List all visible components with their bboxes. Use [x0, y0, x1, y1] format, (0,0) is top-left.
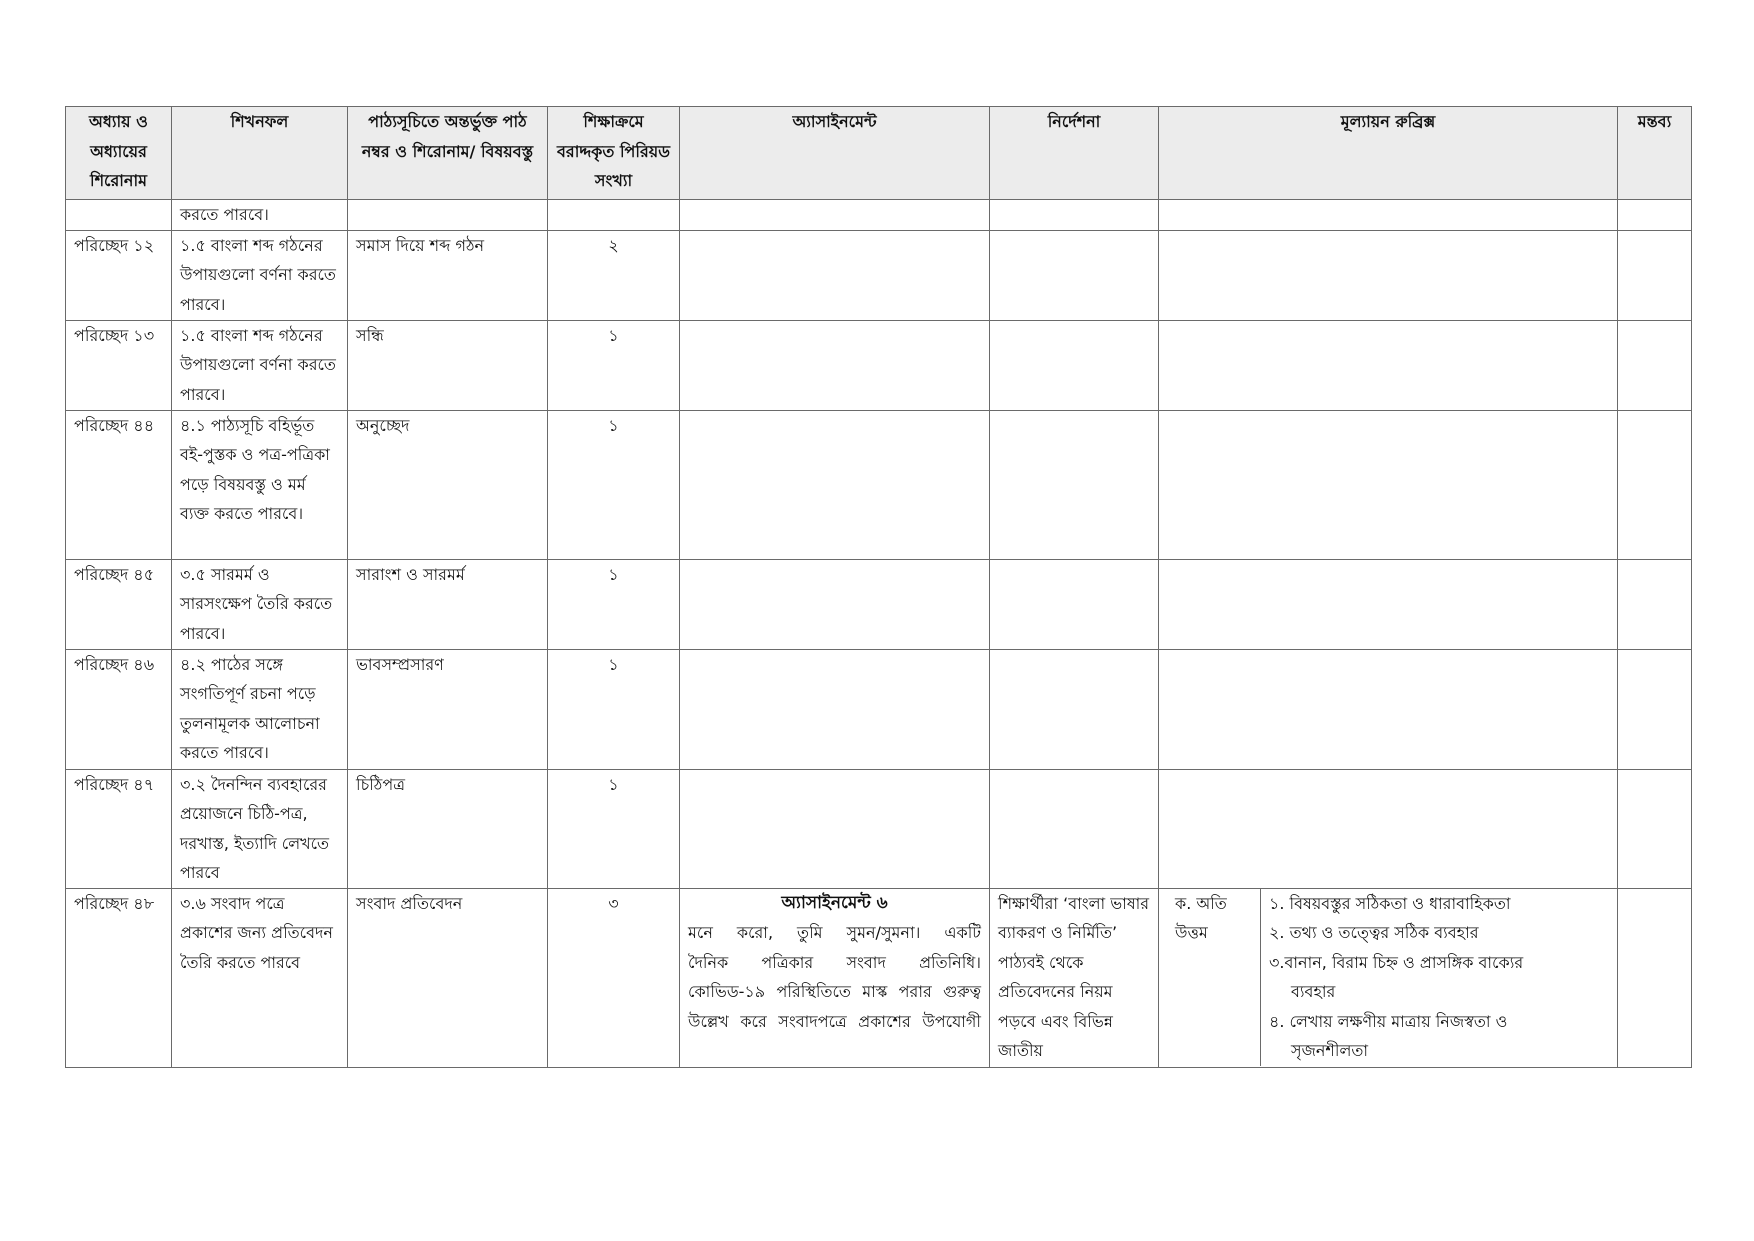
chapter-cell: পরিচ্ছেদ ১৩	[66, 320, 172, 410]
assignment-text-line: দৈনিক পত্রিকার সংবাদ প্রতিনিধি।	[688, 952, 981, 972]
header-assignment: অ্যাসাইনমেন্ট	[680, 107, 990, 200]
assignment-text-line: উল্লেখ করে সংবাদপত্রে প্রকাশের উপযোগী	[688, 1011, 981, 1031]
rubric-criterion: ৩.বানান, বিরাম চিহ্ন ও প্রাসঙ্গিক বাক্যের	[1269, 952, 1524, 972]
rubric-cell	[1159, 888, 1618, 1067]
periods-cell: ২	[548, 230, 680, 320]
instructions-cell	[990, 320, 1159, 410]
remarks-cell	[1618, 888, 1692, 1067]
assignment-title: অ্যাসাইনমেন্ট ৬	[781, 892, 888, 913]
rubric-criterion: ২. তথ্য ও তত্ত্বের সঠিক ব্যবহার	[1269, 923, 1479, 942]
remarks-cell	[1618, 769, 1692, 888]
instructions-cell: শিক্ষার্থীরা ‘বাংলা ভাষার ব্যাকরণ ও নির্মিতি’ পাঠ্যবই থেকে প্রতিবেদনের নিয়ম পড়বে এবং বিভিন্ন জাতীয়	[990, 888, 1159, 1067]
outcome-cell: করতে পারবে।	[172, 200, 348, 231]
rubric-cell	[1159, 320, 1618, 410]
rubric-cell	[1159, 559, 1618, 649]
lesson-cell: চিঠিপত্র	[348, 769, 548, 888]
periods-cell: ১	[548, 649, 680, 769]
header-periods: শিক্ষাক্রমে বরাদ্দকৃত পিরিয়ড সংখ্যা	[548, 107, 680, 200]
rubric-criterion-cont: ব্যবহার	[1291, 982, 1336, 1001]
periods-cell: ১	[548, 769, 680, 888]
chapter-cell: পরিচ্ছেদ ৪৬	[66, 649, 172, 769]
chapter-cell: পরিচ্ছেদ ৪৪	[66, 410, 172, 559]
header-chapter: অধ্যায় ও অধ্যায়ের শিরোনাম	[66, 107, 172, 200]
periods-cell	[548, 200, 680, 231]
lesson-cell: সারাংশ ও সারমর্ম	[348, 559, 548, 649]
periods-cell: ১	[548, 320, 680, 410]
assignment-cell	[680, 230, 990, 320]
rubric-criterion: ১. বিষয়বস্তুর সঠিকতা ও ধারাবাহিকতা	[1269, 893, 1511, 913]
table-row	[66, 649, 1692, 769]
lesson-cell: অনুচ্ছেদ	[348, 410, 548, 559]
periods-cell: ১	[548, 410, 680, 559]
header-rubric: মূল্যায়ন রুব্রিক্স	[1159, 107, 1618, 200]
assignment-text-line: কোভিড-১৯ পরিস্থিতিতে মাস্ক পরার গুরুত্ব	[688, 982, 981, 1001]
table-row	[66, 559, 1692, 649]
lesson-cell: ভাবসম্প্রসারণ	[348, 649, 548, 769]
chapter-cell: পরিচ্ছেদ ৪৫	[66, 559, 172, 649]
instructions-cell	[990, 769, 1159, 888]
instructions-cell	[990, 410, 1159, 559]
assignment-cell	[680, 649, 990, 769]
rubric-inner-table	[1167, 889, 1609, 1066]
chapter-cell: পরিচ্ছেদ ৪৭	[66, 769, 172, 888]
table-row	[66, 888, 1692, 1067]
remarks-cell	[1618, 200, 1692, 231]
lesson-cell: সন্ধি	[348, 320, 548, 410]
outcome-cell: ৪.১ পাঠ্যসূচি বহির্ভূত বই-পুস্তক ও পত্র-পত্রিকা পড়ে বিষয়বস্তু ও মর্ম ব্যক্ত করতে পারবে।	[172, 410, 348, 559]
periods-cell: ১	[548, 559, 680, 649]
periods-cell: ৩	[548, 888, 680, 1067]
instructions-cell	[990, 200, 1159, 231]
assignment-cell	[680, 410, 990, 559]
table-row	[66, 320, 1692, 410]
lesson-cell: সংবাদ প্রতিবেদন	[348, 888, 548, 1067]
outcome-cell: ৪.২ পাঠের সঙ্গে সংগতিপূর্ণ রচনা পড়ে তুলনামূলক আলোচনা করতে পারবে।	[172, 649, 348, 769]
lesson-cell: সমাস দিয়ে শব্দ গঠন	[348, 230, 548, 320]
table-row	[66, 200, 1692, 231]
assignment-cell	[680, 320, 990, 410]
rubric-criteria	[1261, 889, 1610, 1066]
remarks-cell	[1618, 649, 1692, 769]
header-row	[66, 107, 1692, 200]
outcome-cell: ৩.৬ সংবাদ পত্রে প্রকাশের জন্য প্রতিবেদন তৈরি করতে পারবে	[172, 888, 348, 1067]
rubric-cell	[1159, 200, 1618, 231]
header-instructions: নির্দেশনা	[990, 107, 1159, 200]
remarks-cell	[1618, 410, 1692, 559]
assignment-cell	[680, 559, 990, 649]
rubric-level: ক. অতি উত্তম	[1167, 889, 1261, 1066]
rubric-criterion-cont: সৃজনশীলতা	[1291, 1041, 1369, 1060]
outcome-cell: ১.৫ বাংলা শব্দ গঠনের উপায়গুলো বর্ণনা করতে পারবে।	[172, 320, 348, 410]
assignment-cell	[680, 769, 990, 888]
header-lesson: পাঠ্যসূচিতে অন্তর্ভুক্ত পাঠ নম্বর ও শিরোনাম/ বিষয়বস্তু	[348, 107, 548, 200]
header-outcome: শিখনফল	[172, 107, 348, 200]
lesson-cell	[348, 200, 548, 231]
instructions-cell	[990, 230, 1159, 320]
remarks-cell	[1618, 230, 1692, 320]
remarks-cell	[1618, 320, 1692, 410]
chapter-cell	[66, 200, 172, 231]
outcome-cell: ৩.২ দৈনন্দিন ব্যবহারের প্রয়োজনে চিঠি-পত্র, দরখাস্ত, ইত্যাদি লেখতে পারবে	[172, 769, 348, 888]
table-row	[66, 769, 1692, 888]
table-row	[66, 410, 1692, 559]
rubric-cell	[1159, 410, 1618, 559]
assignment-cell	[680, 200, 990, 231]
lesson-plan-table	[65, 106, 1692, 1068]
outcome-cell: ১.৫ বাংলা শব্দ গঠনের উপায়গুলো বর্ণনা করতে পারবে।	[172, 230, 348, 320]
chapter-cell: পরিচ্ছেদ ৪৮	[66, 888, 172, 1067]
table-row	[66, 230, 1692, 320]
assignment-text-line: মনে করো, তুমি সুমন/সুমনা। একটি	[688, 923, 981, 942]
chapter-cell: পরিচ্ছেদ ১২	[66, 230, 172, 320]
rubric-cell	[1159, 649, 1618, 769]
rubric-cell	[1159, 230, 1618, 320]
outcome-cell: ৩.৫ সারমর্ম ও সারসংক্ষেপ তৈরি করতে পারবে।	[172, 559, 348, 649]
remarks-cell	[1618, 559, 1692, 649]
rubric-cell	[1159, 769, 1618, 888]
instructions-cell	[990, 649, 1159, 769]
instructions-cell	[990, 559, 1159, 649]
header-remarks: মন্তব্য	[1618, 107, 1692, 200]
assignment-cell	[680, 888, 990, 1067]
rubric-criterion: ৪. লেখায় লক্ষণীয় মাত্রায় নিজস্বতা ও	[1269, 1011, 1508, 1031]
